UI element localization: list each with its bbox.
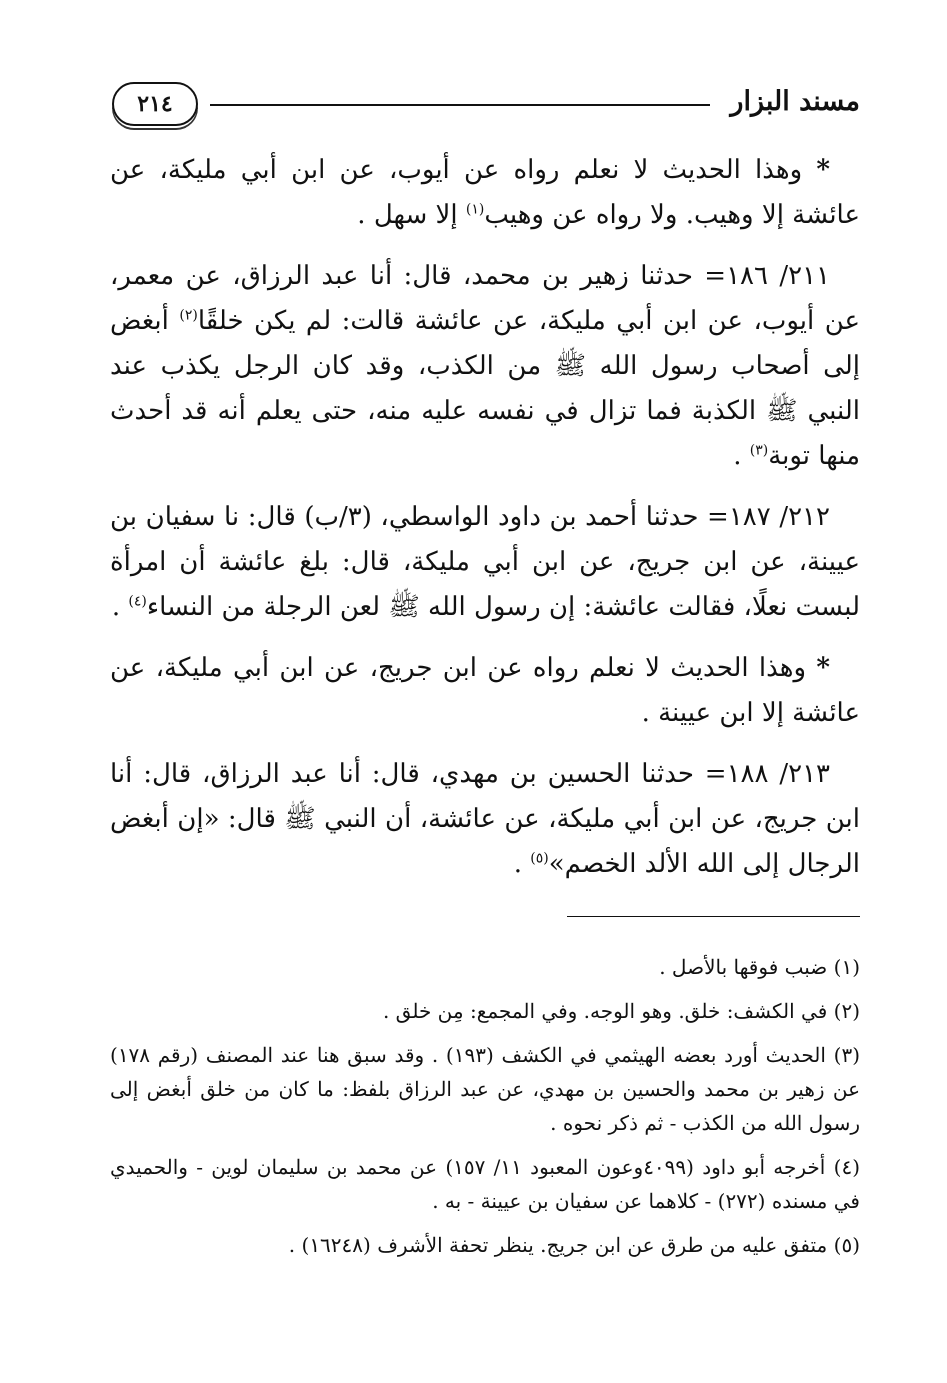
hadith-number: ٢١٣/ ١٨٨= xyxy=(704,759,831,789)
star-marker: * xyxy=(816,155,831,185)
footnote-marker: (٢) xyxy=(833,999,860,1023)
footnote-ref-3[interactable]: (٣) xyxy=(749,442,769,459)
paragraph-4-text: وهذا الحديث لا نعلم رواه عن ابن جريج، عن ابن أبي مليكة، عن عائشة إلا ابن عيينة . xyxy=(110,653,860,728)
hadith-212-text-a: حدثنا أحمد بن داود الواسطي، (٣/ب) قال: نا سفيان بن عيينة، عن ابن جريج، عن ابن أبي مليكة، قال: بلغ عائشة أن امرأة لبست نعلًا، فقالت عائشة: إن رسول الله ﷺ لعن الرجلة من النساء xyxy=(110,502,860,622)
footnote-3 xyxy=(110,1038,860,1140)
hadith-213-text-a: حدثنا الحسين بن مهدي، قال: أنا عبد الرزاق، قال: أنا ابن جريج، عن ابن أبي مليكة، عن عائشة، أن النبي ﷺ قال: «إن أبغض الرجال إلى الله الألد الخصم» xyxy=(110,759,860,879)
paragraph-1-text-b: إلا سهل . xyxy=(357,200,458,230)
hadith-211 xyxy=(110,254,860,479)
star-marker: * xyxy=(816,653,830,683)
footnote-marker: (١) xyxy=(833,955,860,979)
hadith-212 xyxy=(110,495,860,630)
footnote-4 xyxy=(110,1150,860,1218)
page-number-badge: ٢١٤ xyxy=(112,82,198,126)
footnote-separator xyxy=(567,916,860,917)
running-title: مسند البزار xyxy=(730,86,860,117)
hadith-211-text-a: حدثنا زهير بن محمد، قال: أنا عبد الرزاق، عن معمر، عن أيوب، عن ابن أبي مليكة، عن عائشة قالت: لم يكن خلقًا xyxy=(110,261,860,336)
footnote-text: أخرجه أبو داود (٤٠٩٩وعون المعبود ١١/ ١٥٧) عن محمد بن سليمان لوين - والحميدي في مسنده (٢٧٢) - كلاهما عن سفيان بن عيينة - به . xyxy=(110,1155,860,1213)
hadith-211-text-c: . xyxy=(733,441,742,471)
footnote-ref-5[interactable]: (٥) xyxy=(530,850,549,867)
footnote-text: الحديث أورد بعضه الهيثمي في الكشف (١٩٣) . وقد سبق هنا عند المصنف (رقم ١٧٨) عن زهير بن محمد والحسين بن مهدي، عن عبد الرزاق بلفظ: ما كان من خلق أبغض إلى رسول الله من الكذب - ثم ذكر نحوه . xyxy=(110,1043,860,1135)
header-rule xyxy=(210,104,710,106)
hadith-213-text-b: . xyxy=(513,849,522,879)
footnote-ref-1[interactable]: (١) xyxy=(465,201,485,218)
footnote-2 xyxy=(110,994,860,1028)
footnote-5 xyxy=(110,1228,860,1262)
paragraph-1 xyxy=(110,148,860,238)
footnote-marker: (٥) xyxy=(833,1233,860,1257)
hadith-211-text-b: أبغض إلى أصحاب رسول الله ﷺ من الكذب، وقد كان الرجل يكذب عند النبي ﷺ الكذبة فما تزال في نفسه عليه منه، حتى يعلم أنه قد أحدث منها توبة xyxy=(110,306,860,471)
paragraph-1-text-a: وهذا الحديث لا نعلم رواه عن أيوب، عن ابن أبي مليكة، عن عائشة إلا وهيب. ولا رواه عن وهيب xyxy=(110,155,860,230)
footnotes xyxy=(110,950,860,1272)
footnote-text: في الكشف: خلق. وهو الوجه. وفي المجمع: مِن خلق . xyxy=(382,999,828,1023)
body-text xyxy=(110,148,860,903)
footnote-1 xyxy=(110,950,860,984)
footnote-marker: (٤) xyxy=(833,1155,861,1179)
page-header xyxy=(110,76,860,132)
footnote-ref-2[interactable]: (٢) xyxy=(179,307,198,324)
paragraph-4 xyxy=(110,646,860,736)
footnote-marker: (٣) xyxy=(833,1043,860,1067)
hadith-213 xyxy=(110,752,860,887)
footnote-ref-4[interactable]: (٤) xyxy=(128,593,147,610)
hadith-number: ٢١١/ ١٨٦= xyxy=(704,261,831,291)
hadith-212-text-b: . xyxy=(111,592,121,622)
hadith-number: ٢١٢/ ١٨٧= xyxy=(707,502,830,532)
footnote-text: ضبب فوقها بالأصل . xyxy=(659,955,828,979)
footnote-text: متفق عليه من طرق عن ابن جريج. ينظر تحفة الأشرف (١٦٢٤٨) . xyxy=(288,1233,828,1257)
